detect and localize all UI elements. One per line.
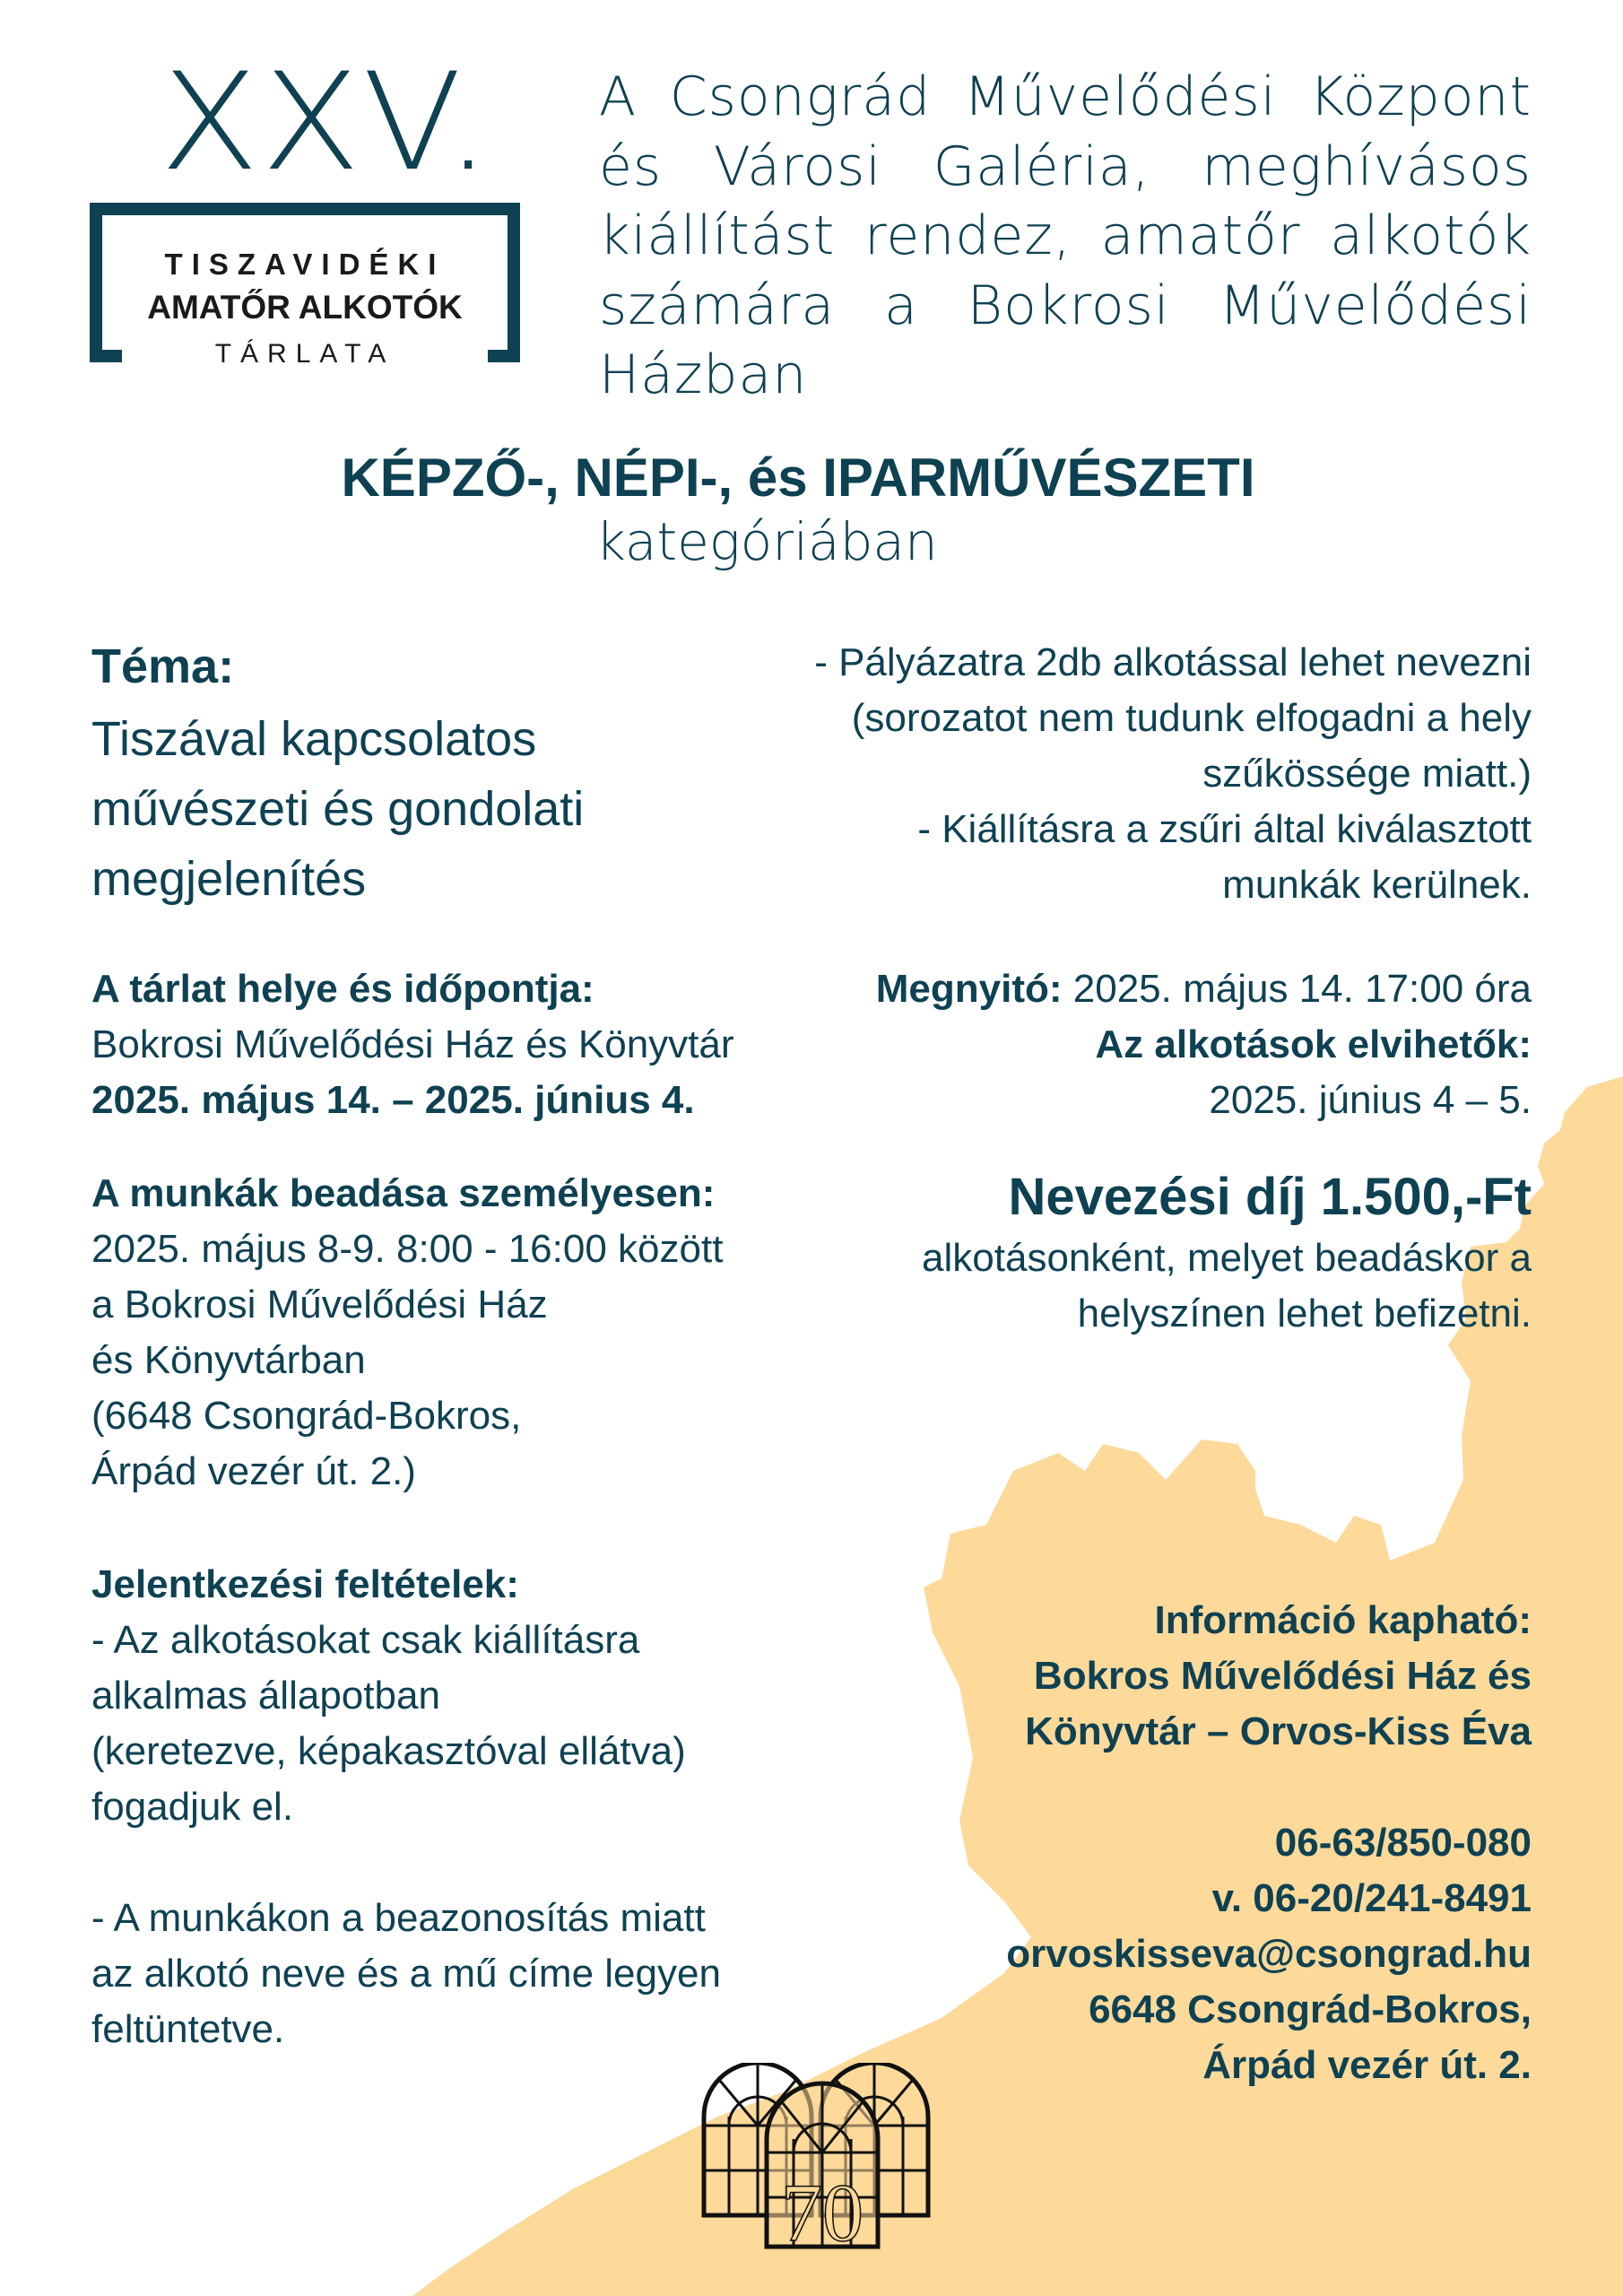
theme-line: Tiszával kapcsolatos xyxy=(91,712,537,766)
conditions-line: fogadjuk el. xyxy=(91,1785,294,1829)
opening-line xyxy=(725,961,1532,1017)
submission-section xyxy=(91,1166,827,1500)
conditions-line: alkalmas állapotban xyxy=(91,1674,440,1718)
venue-heading: A tárlat helye és időpontja: xyxy=(91,967,595,1011)
fee-line: alkotásonként, melyet beadáskor a xyxy=(922,1236,1532,1280)
entry-rule-line: (sorozatot nem tudunk elfogadni a hely xyxy=(851,696,1532,740)
arched-windows-icon xyxy=(686,2063,946,2251)
conditions-line: feltüntetve. xyxy=(91,2007,285,2051)
entry-rule-line: munkák kerülnek. xyxy=(1222,863,1532,907)
anniversary-number: 70 xyxy=(781,2167,864,2251)
theme-line: művészeti és gondolati xyxy=(91,782,585,836)
theme-line: megjelenítés xyxy=(91,852,367,906)
contact-phone-2[interactable]: v. 06-20/241-8491 xyxy=(1211,1876,1532,1920)
submission-line: a Bokrosi Művelődési Ház xyxy=(91,1283,548,1326)
entry-rule-line: - Kiállításra a zsűri által kiválasztott xyxy=(917,807,1532,851)
conditions-line: - Az alkotásokat csak kiállításra xyxy=(91,1618,640,1662)
theme-body xyxy=(91,704,755,914)
logo-line-tiszavideki: TISZAVIDÉKI xyxy=(164,248,446,281)
edition-number: XXV. xyxy=(160,45,494,201)
theme-heading: Téma: xyxy=(91,639,235,693)
intro-line: Házban xyxy=(599,344,808,406)
logo-line-amator-alkotok: AMATŐR ALKOTÓK xyxy=(147,289,463,326)
submission-line: és Könyvtárban xyxy=(91,1338,366,1382)
contact-heading: Információ kapható: xyxy=(1154,1598,1532,1642)
contact-email[interactable]: orvoskisseva@csongrad.hu xyxy=(1006,1932,1532,1976)
conditions-line: (keretezve, képakasztóval ellátva) xyxy=(91,1729,686,1773)
submission-line: 2025. május 8-9. 8:00 - 16:00 között xyxy=(91,1227,724,1271)
venue-place: Bokrosi Művelődési Ház és Könyvtár xyxy=(91,1022,734,1066)
submission-line: (6648 Csongrád-Bokros, xyxy=(91,1394,522,1438)
entry-rule-line: szűkössége miatt.) xyxy=(1202,752,1532,796)
fee-line: helyszínen lehet befizetni. xyxy=(1077,1292,1532,1335)
contact-org-line: Bokros Művelődési Ház és xyxy=(1033,1654,1532,1698)
contact-section xyxy=(725,1593,1532,2093)
pickup-dates: 2025. június 4 – 5. xyxy=(1209,1078,1532,1122)
opening-section xyxy=(725,961,1532,1128)
opening-label: Megnyitó: xyxy=(875,967,1063,1011)
intro-line: A Csongrád Művelődési Központ xyxy=(599,65,1532,128)
entry-rule-line: - Pályázatra 2db alkotással lehet nevezni xyxy=(814,640,1532,684)
entry-rules xyxy=(725,635,1532,913)
intro-line: kiállítást rendez, amatőr alkotók xyxy=(599,204,1532,267)
opening-value: 2025. május 14. 17:00 óra xyxy=(1072,967,1532,1011)
category-subtitle: kategóriában xyxy=(595,511,938,572)
contact-address-line: Árpád vezér út. 2. xyxy=(1202,2043,1532,2087)
intro-line: és Városi Galéria, meghívásos xyxy=(599,135,1532,198)
venue-section xyxy=(91,961,809,1128)
conditions-section xyxy=(91,1557,827,2057)
fee-section xyxy=(725,1164,1532,1342)
logo-line-tarlata: TÁRLATA xyxy=(214,339,395,369)
conditions-line: az alkotó neve és a mű címe legyen xyxy=(91,1952,721,1996)
contact-phone-1[interactable]: 06-63/850-080 xyxy=(1274,1821,1532,1865)
venue-dates: 2025. május 14. – 2025. június 4. xyxy=(91,1078,695,1122)
category-title: KÉPZŐ-, NÉPI-, és IPARMŰVÉSZETI xyxy=(341,448,1255,508)
submission-heading: A munkák beadása személyesen: xyxy=(91,1171,716,1215)
intro-line: számára a Bokrosi Művelődési xyxy=(599,274,1532,337)
conditions-line: - A munkákon a beazonosítás miatt xyxy=(91,1896,706,1940)
contact-org-line: Könyvtár – Orvos-Kiss Éva xyxy=(1025,1709,1532,1753)
pickup-heading: Az alkotások elvihetők: xyxy=(1095,1022,1532,1066)
conditions-heading: Jelentkezési feltételek: xyxy=(91,1562,519,1606)
contact-address-line: 6648 Csongrád-Bokros, xyxy=(1089,1987,1532,2031)
submission-line: Árpád vezér út. 2.) xyxy=(91,1449,416,1493)
intro-paragraph xyxy=(599,63,1532,411)
fee-heading: Nevezési díj 1.500,-Ft xyxy=(1008,1168,1532,1226)
